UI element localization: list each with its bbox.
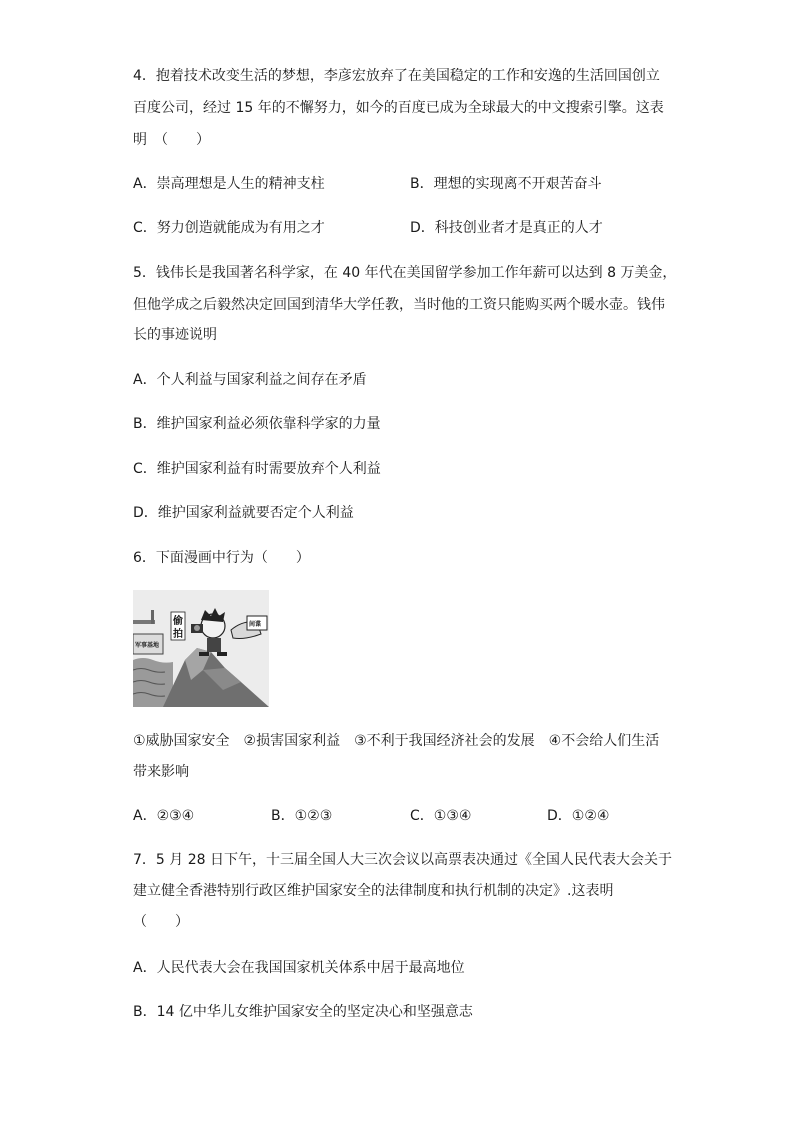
q4-option-d: D．科技创业者才是真正的人才 (410, 220, 603, 236)
q6-statements-line-1: ①威胁国家安全 ②损害国家利益 ③不利于我国经济社会的发展 ④不会给人们生活 (133, 733, 660, 749)
caption-pai: 拍 (173, 629, 183, 640)
espionage-cartoon (133, 590, 269, 707)
q6-option-d: D．①②④ (547, 808, 610, 824)
q5-option-c: C．维护国家利益有时需要放弃个人利益 (133, 461, 381, 477)
q4-option-b: B．理想的实现离不开艰苦奋斗 (410, 176, 602, 192)
q5-stem-line-3: 长的事迹说明 (133, 327, 217, 343)
q6-stem: 6．下面漫画中行为（ ） (133, 550, 310, 566)
sign-left-text: 军事基地 (135, 642, 160, 649)
q4-stem-line-1: 4．抱着技术改变生活的梦想，李彦宏放弃了在美国稳定的工作和安逸的生活回国创立 (133, 68, 660, 84)
q4-option-c: C．努力创造就能成为有用之才 (133, 220, 325, 236)
q7-option-a: A．人民代表大会在我国国家机关体系中居于最高地位 (133, 960, 465, 976)
q7-stem-line-2: 建立健全香港特别行政区维护国家安全的法律制度和执行机制的决定》.这表明 (133, 883, 614, 899)
q4-stem-line-3: 明 （ ） (133, 132, 210, 148)
q7-stem-line-3: （ ） (133, 914, 189, 930)
q4-stem-line-2: 百度公司，经过 15 年的不懈努力，如今的百度已成为全球最大的中文搜索引擎。这表 (133, 100, 664, 116)
q5-option-b: B．维护国家利益必须依靠科学家的力量 (133, 416, 381, 432)
q6-option-c: C．①③④ (410, 808, 472, 824)
q5-stem-line-2: 但他学成之后毅然决定回国到清华大学任教，当时他的工资只能购买两个暖水壶。钱伟 (133, 297, 665, 313)
q5-option-a: A．个人利益与国家利益之间存在矛盾 (133, 372, 367, 388)
q7-option-b: B．14 亿中华儿女维护国家安全的坚定决心和坚强意志 (133, 1004, 473, 1020)
q6-option-a: A．②③④ (133, 808, 195, 824)
q6-statements-line-2: 带来影响 (133, 764, 189, 780)
q7-stem-line-1: 7．5 月 28 日下午，十三届全国人大三次会议以高票表决通过《全国人民代表大会关于 (133, 852, 672, 868)
q5-option-d: D．维护国家利益就要否定个人利益 (133, 505, 354, 521)
caption-tou: 偷 (173, 616, 183, 627)
q5-stem-line-1: 5．钱伟长是我国著名科学家，在 40 年代在美国留学参加工作年薪可以达到 8 万美金， (133, 265, 677, 281)
sign-right-text: 间谍 (249, 621, 262, 628)
q4-option-a: A．崇高理想是人生的精神支柱 (133, 176, 325, 192)
q6-option-b: B．①②③ (271, 808, 333, 824)
